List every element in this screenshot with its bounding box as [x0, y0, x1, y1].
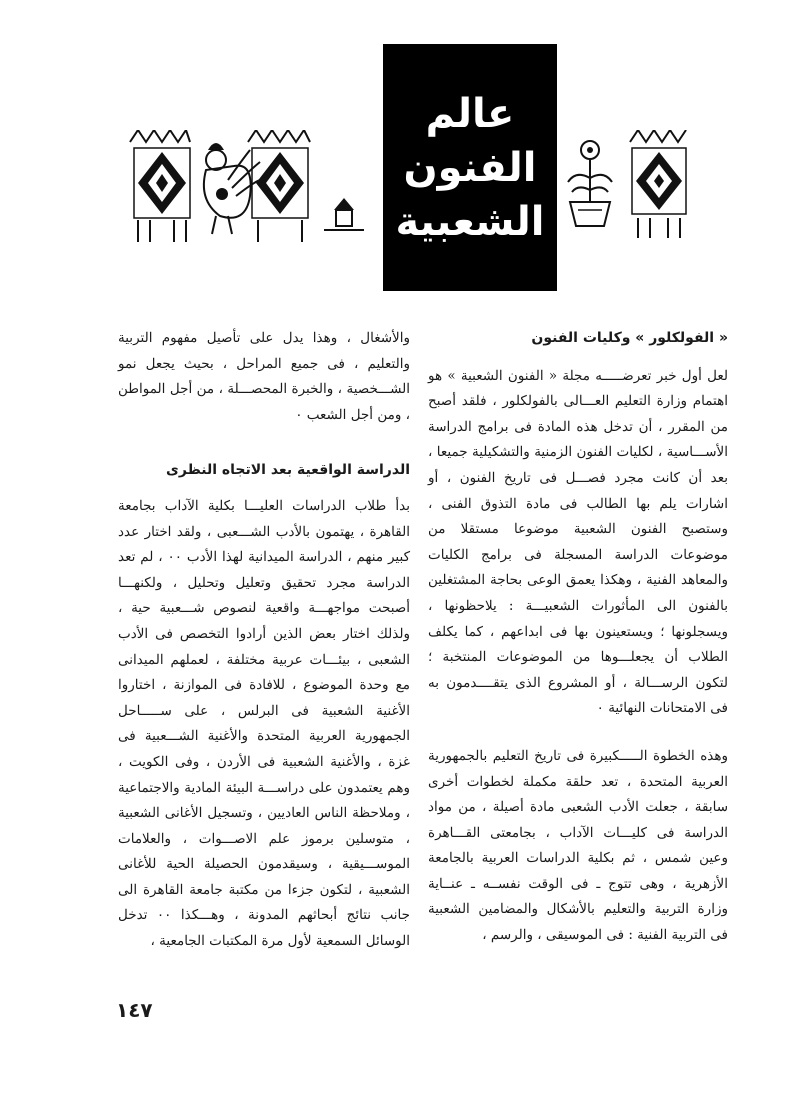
left-column-paragraph-2: بدأ طلاب الدراسات العليـــا بكلية الآداب بجامعة القاهرة ، يهتمون بالأدب الشـــعبى ، ولقد اختار عدد كبير منهم ، الدراسة الميدانية لهذا الأدب ٠٠ ، لم تعد الدراسة مجرد تحقيق وتعليل وتحليل ، ولكنهـــا أصبحت مواجهـــة واقعية لنصوص شـــعبية حية ، ولذلك اختار بعض الذين أرادوا التخصص فى الأدب الشعبى ، بيئـــات عربية مختلفة ، لعملهم الميدانى مع وحدة الموضوع ، للافادة فى الموازنة ، اختاروا الأغنية الشعبية فى البرلس ، على ســـــاحل الجمهورية العربية المتحدة والأغنية الشـــعبية فى غزة ، والأغنية الشعبية فى الأردن ، وفى الكويت ، وهم يعتمدون على دراســـة البيئة المادية والاجتماعية ، وملاحظة الناس العاديين ، وتسجيل الأغانى الشعبية ، متوسلين برموز علم الاصـــوات ، والعلامات الموســـيقية ، وسيقدمون الحصيلة الحية للأغانى الشعبية ، لتكون جزءا من مكتبة جامعة القاهرة الى جانب نتائج أبحاثهم المدونة ، وهـــكذا ٠٠ تدخل الوسائل السمعية لأول مرة المكتبات الجامعية ، [118, 497, 410, 950]
folk-pattern-right-icon [560, 130, 690, 240]
left-column-heading: الدراسة الواقعية بعد الاتجاه النظرى [166, 462, 410, 479]
right-column [428, 326, 728, 949]
folk-pattern-left-icon [128, 130, 378, 255]
title-line-1: عالم [425, 90, 515, 137]
right-column-heading: « الفولكلور » وكليات الفنون [531, 330, 728, 346]
right-column-paragraph-1: لعل أول خبر تعرضـــــه مجلة « الفنون الشعبية » هو اهتمام وزارة التعليم العـــالى بالفولكلور ، فلقد أصبح من المقرر ، أن تدخل هذه المادة فى برامج الدراسة الأســـاسية ، لكليات الفنون الزمنية والتشكيلية جميعا ، بعد أن كانت مجرد فصـــل فى تاريخ الفنون ، أو اشارات يلم بها الطالب فى مادة التذوق الفنى ، وستصبح الفنون الشعبية موضوعا مستقلا من موضوعات الدراسة المسجلة فى برامج الكليات والمعاهد الفنية ، وهكذا يعمق الوعى بحاجة المشتغلين بالفنون الى المأثورات الشعبيـــة : يلاحظونها ، ويسجلونها ؛ ويستعينون بها فى ابداعهم ، كما يكلف الطلاب أن يجعلـــوها من الموضوعات المنتخبة ؛ لتكون الرســـالة ، أو المشروع الذى يتقــــدمون به فى الامتحانات النهائية ٠ [428, 367, 728, 717]
left-column-paragraph-1: والأشغال ، وهذا يدل على تأصيل مفهوم التربية والتعليم ، فى جميع المراحل ، بحيث يجعل نمو الشـــخصية ، والخبرة المحصـــلة ، من أجل المواطن ، ومن أجل الشعب ٠ [118, 330, 410, 423]
right-column-paragraph-2: وهذه الخطوة الـــــكبيرة فى تاريخ التعليم بالجمهورية العربية المتحدة ، تعد حلقة مكملة لخطوات أخرى سابقة ، جعلت الأدب الشعبى مادة أصيلة ، من مواد الدراسة فى كليـــات الآداب ، بجامعتى القـــاهرة وعين شمس ، ثم بكلية الدراسات العربية بالجامعة الأزهرية ، وهى تتوج ـ فى الوقت نفســه ـ عنــاية وزارة التربية والتعليم بالأشكال والمضامين الشعبية فى التربية الفنية : فى الموسيقى ، والرسم ، [428, 747, 728, 944]
left-column [118, 326, 410, 955]
section-title-block [383, 44, 557, 291]
title-line-3: الشعبية [395, 198, 545, 245]
page-number: ١٤٧ [116, 998, 153, 1022]
title-line-2: الفنون [403, 144, 537, 191]
